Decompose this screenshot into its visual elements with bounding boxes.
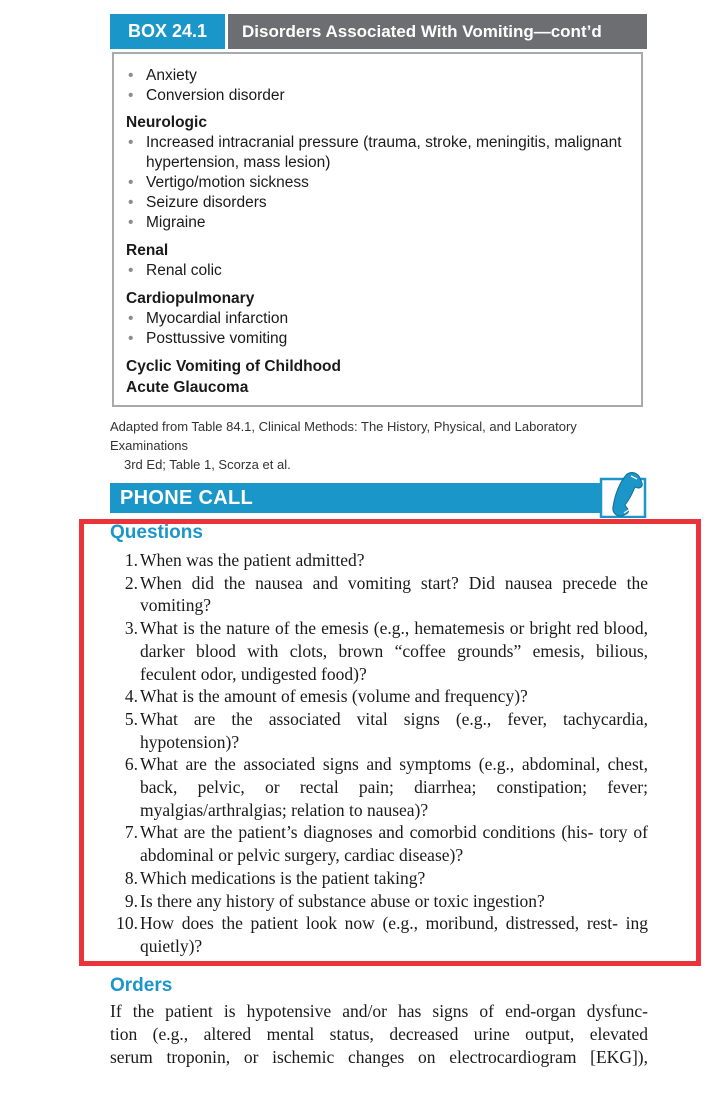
source-note	[110, 417, 650, 474]
phone-call-title: PHONE CALL	[120, 486, 253, 509]
question-item: 2. When did the nausea and vomiting start? Did nausea precede the vomiting?	[124, 572, 649, 616]
section-heading-acute-glaucoma: Acute Glaucoma	[126, 379, 249, 396]
list-item: • Myocardial infarction	[126, 309, 629, 329]
list-item: • Migraine	[126, 213, 629, 233]
question-item: 5. What are the associated vital signs (e.g., fever, tachycardia, hypotension)?	[124, 708, 648, 752]
question-item: 9. Is there any history of substance abuse or toxic ingestion?	[124, 890, 545, 911]
source-line-1: Adapted from Table 84.1, Clinical Methods: The History, Physical, and Laboratory Examinations	[110, 419, 577, 453]
list-item: • Posttussive vomiting	[126, 329, 629, 349]
orders-heading: Orders	[110, 975, 173, 996]
list-item: • Increased intracranial pressure (trauma, stroke, meningitis, malignant hypertension, mass lesion)	[126, 133, 629, 173]
section-heading-renal: Renal	[126, 242, 169, 259]
orders-line: serum troponin, or ischemic changes on electrocardiogram [EKG]),	[110, 1047, 648, 1067]
list-item: • Anxiety	[126, 66, 629, 86]
section-heading-cyclic-vomiting: Cyclic Vomiting of Childhood	[126, 358, 341, 375]
phone-call-bar	[110, 483, 604, 513]
box-body	[112, 52, 643, 407]
orders-paragraph	[110, 1000, 648, 1069]
list-item: • Conversion disorder	[126, 86, 629, 106]
box-label: BOX 24.1	[110, 14, 225, 49]
cardiopulmonary-list	[126, 309, 629, 349]
question-item: 3. What is the nature of the emesis (e.g., hematemesis or bright red blood, darker blood with clots, brown “coffee grounds” emesis, bilious, feculent odor, undigested food)?	[124, 618, 649, 684]
section-heading-neurologic: Neurologic	[126, 114, 207, 131]
top-items-list	[126, 66, 629, 106]
renal-list	[126, 261, 629, 281]
question-item: 7. What are the patient’s diagnoses and comorbid conditions (his- tory of abdominal or pelvic surgery, cardiac disease)?	[124, 822, 649, 866]
box-title: Disorders Associated With Vomiting—cont’d	[228, 14, 647, 49]
source-line-2: 3rd Ed; Table 1, Scorza et al.	[124, 457, 291, 472]
list-item: • Vertigo/motion sickness	[126, 173, 629, 193]
questions-heading: Questions	[110, 522, 203, 543]
questions-list	[108, 549, 648, 958]
telephone-icon	[598, 470, 648, 518]
box-header	[110, 14, 647, 49]
orders-line: If the patient is hypotensive and/or has signs of end-organ dysfunc-	[110, 1001, 648, 1021]
list-item: • Renal colic	[126, 261, 629, 281]
neurologic-list	[126, 133, 629, 233]
question-item: 4. What is the amount of emesis (volume and frequency)?	[124, 686, 528, 707]
list-item: • Seizure disorders	[126, 193, 629, 213]
question-item: 1. When was the patient admitted?	[124, 550, 365, 570]
section-heading-cardiopulmonary: Cardiopulmonary	[126, 290, 255, 307]
question-item: 6. What are the associated signs and symptoms (e.g., abdominal, chest, back, pelvic, or rectal pain; diarrhea; constipation; fever; myalgias/arthralgias; relation to nausea)?	[124, 754, 648, 820]
orders-line: tion (e.g., altered mental status, decreased urine output, elevated	[110, 1024, 648, 1044]
question-item: 10. How does the patient look now (e.g., moribund, distressed, rest- ing quietly)?	[116, 913, 648, 956]
question-item: 8. Which medications is the patient taking?	[124, 867, 426, 888]
